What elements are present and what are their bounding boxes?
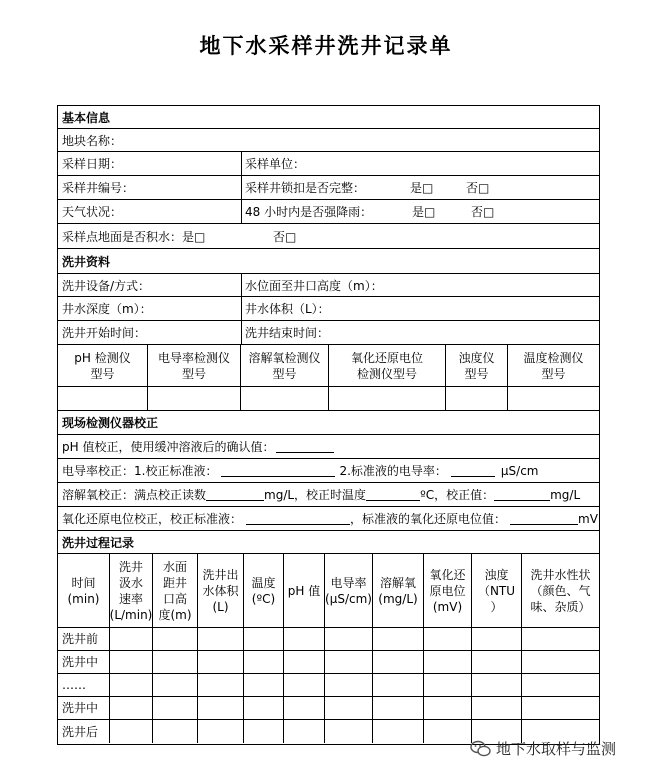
row-date-unit xyxy=(58,152,599,176)
process-cell[interactable] xyxy=(198,651,244,674)
row-well-lock xyxy=(58,176,599,200)
start-time-field[interactable]: 洗井开始时间： xyxy=(62,326,147,340)
orp-calibration xyxy=(58,507,598,530)
section-title: 洗井过程记录 xyxy=(62,535,135,550)
process-cell[interactable] xyxy=(424,628,472,651)
ph-calibration-blank[interactable] xyxy=(276,440,334,453)
section-basic-header xyxy=(58,106,599,129)
section-calibration-header xyxy=(58,411,599,435)
lock-no-checkbox[interactable]: 否□ xyxy=(466,181,490,195)
process-cell[interactable] xyxy=(198,628,244,651)
process-cell[interactable] xyxy=(325,674,373,697)
process-cell[interactable] xyxy=(110,674,153,697)
do-model-input[interactable] xyxy=(241,387,329,411)
do-unit: mg/L xyxy=(550,487,581,502)
process-column-header: 洗井出 水体积 (L) xyxy=(198,554,244,628)
process-cell[interactable] xyxy=(244,674,284,697)
conductivity-unit: μS/cm xyxy=(500,463,539,478)
process-column-header: 溶解氧 (mg/L) xyxy=(373,554,424,628)
process-cell[interactable] xyxy=(198,697,244,720)
process-column-header: 浊度 （NTU ） xyxy=(472,554,522,628)
process-cell[interactable] xyxy=(153,697,198,720)
do-reading-blank[interactable] xyxy=(206,488,264,501)
ph-model-input[interactable] xyxy=(58,387,148,411)
process-column-header: 水面 距井 口高 度(m) xyxy=(153,554,198,628)
process-cell[interactable] xyxy=(153,651,198,674)
water-depth-field[interactable]: 井水深度（m）： xyxy=(62,302,152,316)
well-no-field[interactable]: 采样井编号： xyxy=(62,181,135,195)
process-cell[interactable] xyxy=(424,697,472,720)
record-form xyxy=(57,105,600,745)
row-orp-calibration xyxy=(58,507,599,531)
process-cell[interactable] xyxy=(325,651,373,674)
process-cell[interactable] xyxy=(325,697,373,720)
section-washing-header xyxy=(58,249,599,274)
process-cell[interactable] xyxy=(522,651,599,674)
process-cell[interactable] xyxy=(373,651,424,674)
process-cell[interactable] xyxy=(522,697,599,720)
process-cell[interactable] xyxy=(198,720,244,743)
orp-value-blank[interactable] xyxy=(510,512,578,525)
do-temperature-label: mg/L，校正时温度 xyxy=(264,488,367,502)
orp-standard-label: 氧化还原电位校正，校正标准液： xyxy=(62,512,243,526)
do-value-label: ºC，校正值： xyxy=(420,488,495,502)
process-row-label: 洗井中 xyxy=(58,651,110,674)
process-cell[interactable] xyxy=(110,697,153,720)
ponding-yes-checkbox[interactable]: 采样点地面是否积水：是□ xyxy=(62,229,206,244)
process-cell[interactable] xyxy=(522,674,599,697)
process-cell[interactable] xyxy=(284,720,325,743)
process-column-header: pH 值 xyxy=(284,554,325,628)
weather-field[interactable]: 天气状况： xyxy=(62,205,123,219)
sampling-date-field[interactable]: 采样日期： xyxy=(62,157,123,171)
rain-label: 48 小时内是否强降雨： xyxy=(245,205,373,219)
conductivity-standard-label: 电导率校正：1.校正标准液： xyxy=(62,464,218,478)
row-depth-volume xyxy=(58,297,599,321)
process-cell[interactable] xyxy=(472,674,522,697)
lock-yes-checkbox[interactable]: 是□ xyxy=(410,181,434,195)
process-column-header: 洗井 汲水 速率 (L/min) xyxy=(110,554,153,628)
instrument-models-grid xyxy=(58,345,599,411)
lock-label: 采样井锁扣是否完整： xyxy=(245,181,366,195)
process-cell[interactable] xyxy=(244,720,284,743)
conductivity-model-header: 电导率检测仪 型号 xyxy=(148,345,241,387)
process-cell[interactable] xyxy=(284,628,325,651)
turbidity-model-header: 浊度仪 型号 xyxy=(446,345,508,387)
ph-calibration xyxy=(58,435,334,458)
process-cell[interactable] xyxy=(522,628,599,651)
process-cell[interactable] xyxy=(325,628,373,651)
process-column-header: 氧化还 原电位 (mV) xyxy=(424,554,472,628)
process-cell[interactable] xyxy=(244,697,284,720)
do-reading-label: 溶解氧校正：满点校正读数 xyxy=(62,488,207,502)
orp-model-input[interactable] xyxy=(329,387,446,411)
process-column-header: 电导率 (μS/cm) xyxy=(325,554,373,628)
orp-value-label: ，标准液的氧化还原电位值： xyxy=(350,512,507,526)
conductivity-standard-blank[interactable] xyxy=(221,464,335,477)
section-title: 洗井资料 xyxy=(62,254,111,269)
process-column-header: 时间 (min) xyxy=(58,554,110,628)
watermark xyxy=(470,738,616,759)
process-cell[interactable] xyxy=(153,720,198,743)
orp-model-header: 氧化还原电位 检测仪型号 xyxy=(329,345,446,387)
process-row-label: 洗井后 xyxy=(58,720,110,743)
turbidity-model-input[interactable] xyxy=(446,387,508,411)
process-cell[interactable] xyxy=(424,720,472,743)
row-conductivity-calibration xyxy=(58,459,599,483)
process-cell[interactable] xyxy=(110,628,153,651)
row-equipment xyxy=(58,274,599,297)
conductivity-value-blank[interactable] xyxy=(451,464,495,477)
ph-model-header: pH 检测仪 型号 xyxy=(58,345,148,387)
process-cell[interactable] xyxy=(110,651,153,674)
equipment-field[interactable]: 洗井设备/方式： xyxy=(62,278,151,293)
process-cell[interactable] xyxy=(244,651,284,674)
ponding-no-checkbox[interactable]: 否□ xyxy=(273,229,297,244)
process-cell[interactable] xyxy=(284,674,325,697)
process-record-table xyxy=(58,554,599,744)
do-calibration xyxy=(58,483,580,506)
row-ph-calibration xyxy=(58,435,599,459)
process-row-label: 洗井前 xyxy=(58,628,110,651)
process-cell[interactable] xyxy=(472,697,522,720)
temperature-model-header: 温度检测仪 型号 xyxy=(508,345,599,387)
plot-name-field[interactable]: 地块名称： xyxy=(62,133,123,148)
section-title: 基本信息 xyxy=(62,110,111,125)
process-cell[interactable] xyxy=(424,651,472,674)
process-cell[interactable] xyxy=(325,720,373,743)
process-cell[interactable] xyxy=(153,674,198,697)
process-cell[interactable] xyxy=(198,674,244,697)
section-title: 现场检测仪器校正 xyxy=(62,416,159,430)
ph-calibration-label: pH 值校正，使用缓冲溶液后的确认值： xyxy=(62,440,275,454)
process-cell[interactable] xyxy=(472,628,522,651)
temperature-model-input[interactable] xyxy=(508,387,599,411)
orp-standard-blank[interactable] xyxy=(246,512,350,525)
process-cell[interactable] xyxy=(153,628,198,651)
process-cell[interactable] xyxy=(284,651,325,674)
row-start-end xyxy=(58,321,599,345)
end-time-field[interactable]: 洗井结束时间： xyxy=(245,326,330,340)
water-volume-field[interactable]: 井水体积（L）： xyxy=(245,302,330,316)
process-cell[interactable] xyxy=(373,628,424,651)
sampling-unit-field[interactable]: 采样单位： xyxy=(245,157,306,171)
process-cell[interactable] xyxy=(244,628,284,651)
row-do-calibration xyxy=(58,483,599,507)
conductivity-model-input[interactable] xyxy=(148,387,241,411)
process-column-header: 温度 (ºC) xyxy=(244,554,284,628)
form-title: 地下水采样井洗井记录单 xyxy=(199,34,453,58)
process-cell[interactable] xyxy=(373,720,424,743)
water-level-field[interactable]: 水位面至井口高度（m）： xyxy=(245,278,383,293)
row-weather-rain xyxy=(58,200,599,224)
row-plot-name xyxy=(58,129,599,152)
conductivity-value-label: 2.标准液的电导率： xyxy=(339,464,447,478)
rain-no-checkbox[interactable]: 否□ xyxy=(471,205,495,219)
process-cell[interactable] xyxy=(373,697,424,720)
process-cell[interactable] xyxy=(373,674,424,697)
rain-yes-checkbox[interactable]: 是□ xyxy=(412,205,436,219)
process-cell[interactable] xyxy=(110,720,153,743)
do-temperature-blank[interactable] xyxy=(366,488,420,501)
process-row-label: 洗井中 xyxy=(58,697,110,720)
process-column-header: 洗井水性状 （颜色、气 味、杂质） xyxy=(522,554,599,628)
orp-unit: mV xyxy=(578,511,598,526)
process-row-label: …… xyxy=(58,674,110,697)
conductivity-calibration xyxy=(58,459,539,482)
do-model-header: 溶解氧检测仪 型号 xyxy=(241,345,329,387)
do-value-blank[interactable] xyxy=(494,488,550,501)
process-cell[interactable] xyxy=(472,651,522,674)
watermark-text: 地下水取样与监测 xyxy=(496,740,617,758)
section-process-header xyxy=(58,531,599,554)
wechat-icon xyxy=(470,740,492,758)
process-cell[interactable] xyxy=(424,674,472,697)
process-cell[interactable] xyxy=(284,697,325,720)
row-ponding xyxy=(58,224,599,249)
